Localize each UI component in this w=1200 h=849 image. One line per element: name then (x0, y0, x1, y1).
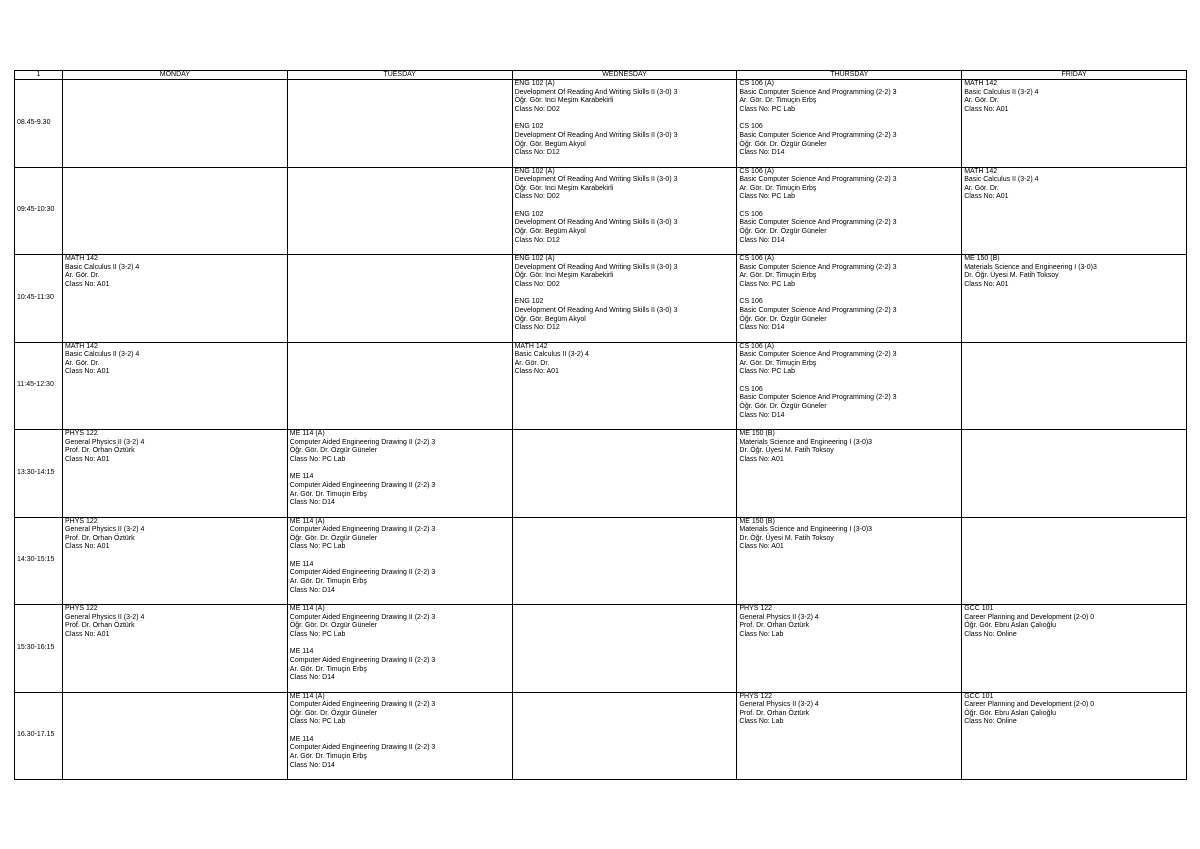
schedule-cell-monday (63, 255, 288, 343)
course-entry (739, 518, 959, 552)
time-slot-row (15, 430, 1187, 518)
instructor: Öğr. Gör. Ebru Aslan Çalıoğlu (964, 709, 1057, 717)
course-entry (515, 343, 735, 377)
class-room: Class No: A01 (964, 280, 1009, 288)
course-title: Basic Calculus II (3-2) 4 (964, 88, 1039, 96)
schedule-cell-thursday (737, 255, 962, 343)
instructor: Öğr. Gör. Begüm Akyol (514, 315, 586, 323)
schedule-cell-wednesday (512, 167, 737, 255)
course-code: ME 114 (289, 648, 314, 656)
instructor: Dr. Öğr. Üyesi M. Fatih Toksoy (964, 272, 1059, 280)
course-title: Development Of Reading And Writing Skills II (3-0) 3 (514, 176, 678, 184)
class-room: Class No: Lab (739, 718, 784, 726)
instructor: Prof. Dr. Orhan Öztürk (739, 709, 810, 717)
course-title: Basic Calculus II (3-2) 4 (964, 176, 1039, 184)
course-entry (739, 255, 959, 289)
schedule-cell-thursday (737, 605, 962, 693)
schedule-cell-thursday (737, 167, 962, 255)
course-entry (515, 123, 735, 157)
instructor: Prof. Dr. Orhan Öztürk (65, 447, 135, 455)
course-code: GCC 101 (964, 692, 994, 700)
schedule-cell-monday (63, 605, 288, 693)
course-entry (964, 605, 1184, 639)
instructor: Ar. Gör. Dr. (65, 272, 100, 280)
course-title: Development Of Reading And Writing Skills II (3-0) 3 (514, 131, 678, 139)
course-title: Materials Science and Engineering I (3-0)3 (739, 526, 873, 534)
course-entry (739, 123, 959, 157)
instructor: Öğr. Gör. Dr. Özgür Güneler (739, 403, 827, 411)
course-code: ENG 102 (514, 123, 544, 131)
course-entry (739, 211, 959, 245)
course-code: ENG 102 (514, 298, 544, 306)
day-header-wednesday: WEDNESDAY (512, 71, 737, 80)
class-room: Class No: PC Lab (739, 105, 796, 113)
course-title: Basic Computer Science And Programming (2-2) 3 (739, 88, 897, 96)
class-room: Class No: Lab (739, 630, 784, 638)
instructor: Ar. Gör. Dr. Timuçin Erbş (289, 753, 367, 761)
course-title: Development Of Reading And Writing Skills II (3-0) 3 (514, 306, 678, 314)
schedule-cell-tuesday (287, 430, 512, 518)
course-code: ME 114 (289, 735, 314, 743)
course-title: Career Planning and Development (2-0) 0 (964, 701, 1095, 709)
schedule-cell-monday (63, 342, 288, 430)
instructor: Öğr. Gör. Ebru Aslan Çalıoğlu (964, 622, 1057, 630)
instructor: Ar. Gör. Dr. Timuçin Erbş (739, 359, 817, 367)
class-room: Class No: A01 (65, 280, 110, 288)
course-code: ENG 102 (A) (514, 167, 555, 175)
time-slot-label: 11:45-12:30 (15, 342, 63, 430)
instructor: Prof. Dr. Orhan Öztürk (739, 622, 810, 630)
course-title: General Physics II (3-2) 4 (65, 526, 145, 534)
time-slot-label: 15:30-16:15 (15, 605, 63, 693)
class-room: Class No: D02 (514, 193, 560, 201)
time-slot-row (15, 255, 1187, 343)
time-slot-label: 14:30-15:15 (15, 517, 63, 605)
instructor: Öğr. Gör. İnci Meşim Karabekirli (514, 272, 614, 280)
course-entry (290, 430, 510, 464)
time-slot-row (15, 605, 1187, 693)
class-room: Class No: PC Lab (289, 543, 346, 551)
course-title: Basic Calculus II (3-2) 4 (65, 263, 140, 271)
course-title: Basic Computer Science And Programming (2-2) 3 (739, 351, 897, 359)
class-room: Class No: D14 (289, 499, 335, 507)
instructor: Ar. Gör. Dr. Timuçin Erbş (289, 665, 367, 673)
schedule-cell-friday (962, 517, 1187, 605)
weekly-schedule-table (14, 70, 1187, 780)
course-code: CS 106 (739, 123, 763, 131)
schedule-cell-monday (63, 80, 288, 168)
schedule-cell-friday (962, 255, 1187, 343)
schedule-cell-friday (962, 342, 1187, 430)
course-code: PHYS 122 (739, 692, 773, 700)
schedule-cell-monday (63, 517, 288, 605)
schedule-cell-monday (63, 167, 288, 255)
course-code: ME 150 (B) (964, 255, 1000, 262)
instructor: Öğr. Gör. Dr. Özgür Güneler (289, 534, 377, 542)
schedule-cell-friday (962, 430, 1187, 518)
course-entry (290, 518, 510, 552)
class-room: Class No: D02 (514, 280, 560, 288)
course-entry (515, 80, 735, 114)
class-room: Class No: PC Lab (739, 280, 796, 288)
day-header-thursday: THURSDAY (737, 71, 962, 80)
course-title: Development Of Reading And Writing Skills II (3-0) 3 (514, 263, 678, 271)
instructor: Ar. Gör. Dr. (514, 359, 550, 367)
class-room: Class No: A01 (964, 193, 1009, 201)
course-code: ME 150 (B) (739, 517, 775, 525)
course-entry (515, 211, 735, 245)
instructor: Ar. Gör. Dr. Timuçin Erbş (739, 272, 817, 280)
course-code: ENG 102 (A) (514, 80, 555, 87)
course-entry (65, 518, 285, 552)
course-title: General Physics II (3-2) 4 (739, 701, 819, 709)
course-entry (515, 255, 735, 289)
course-entry (964, 255, 1184, 289)
course-title: Basic Computer Science And Programming (2-2) 3 (739, 176, 897, 184)
class-room: Class No: D12 (514, 149, 560, 157)
course-code: PHYS 122 (65, 430, 98, 437)
class-room: Class No: D14 (739, 149, 785, 157)
course-entry (739, 80, 959, 114)
day-header-friday: FRIDAY (962, 71, 1187, 80)
instructor: Ar. Gör. Dr. Timuçin Erbş (739, 184, 817, 192)
course-code: GCC 101 (964, 605, 994, 612)
course-title: Computer Aided Engineering Drawing II (2-2) 3 (289, 656, 436, 664)
course-title: General Physics II (3-2) 4 (65, 438, 145, 446)
instructor: Ar. Gör. Dr. Timuçin Erbş (289, 578, 367, 586)
instructor: Dr. Öğr. Üyesi M. Fatih Toksoy (739, 534, 834, 542)
time-slot-label: 13:30-14:15 (15, 430, 63, 518)
schedule-cell-friday (962, 605, 1187, 693)
header-corner: 1 (15, 71, 63, 80)
course-code: CS 106 (739, 210, 763, 218)
class-room: Class No: PC Lab (289, 455, 346, 463)
course-title: Computer Aided Engineering Drawing II (2-2) 3 (289, 481, 436, 489)
course-entry (65, 343, 285, 377)
course-code: MATH 142 (65, 342, 98, 350)
course-entry (964, 168, 1184, 202)
course-code: ENG 102 (A) (514, 255, 555, 262)
course-code: PHYS 122 (65, 605, 98, 612)
course-entry (739, 605, 959, 639)
course-title: Basic Computer Science And Programming (2-2) 3 (739, 263, 897, 271)
day-header-tuesday: TUESDAY (287, 71, 512, 80)
schedule-cell-friday (962, 692, 1187, 780)
course-code: ME 114 (A) (289, 430, 325, 437)
course-title: Basic Computer Science And Programming (2-2) 3 (739, 306, 897, 314)
class-room: Class No: PC Lab (289, 630, 346, 638)
class-room: Class No: D14 (739, 236, 785, 244)
course-title: Computer Aided Engineering Drawing II (2-2) 3 (289, 701, 436, 709)
schedule-cell-tuesday (287, 342, 512, 430)
class-room: Class No: D12 (514, 236, 560, 244)
class-room: Class No: D14 (289, 674, 335, 682)
class-room: Class No: A01 (739, 543, 784, 551)
class-room: Class No: PC Lab (289, 718, 346, 726)
course-code: ME 150 (B) (739, 430, 775, 437)
instructor: Ar. Gör. Dr. (964, 184, 999, 192)
course-title: Development Of Reading And Writing Skills II (3-0) 3 (514, 88, 678, 96)
course-entry (964, 693, 1184, 727)
course-code: CS 106 (A) (739, 80, 775, 87)
schedule-body (15, 80, 1187, 780)
class-room: Class No: D12 (514, 324, 560, 332)
course-entry (739, 386, 959, 420)
schedule-cell-monday (63, 692, 288, 780)
class-room: Class No: PC Lab (739, 368, 796, 376)
course-code: ME 114 (289, 560, 314, 568)
course-entry (739, 430, 959, 464)
schedule-cell-wednesday (512, 255, 737, 343)
course-entry (515, 298, 735, 332)
instructor: Dr. Öğr. Üyesi M. Fatih Toksoy (739, 447, 834, 455)
instructor: Ar. Gör. Dr. Timuçin Erbş (289, 490, 367, 498)
schedule-cell-tuesday (287, 605, 512, 693)
class-room: Class No: A01 (65, 368, 110, 376)
class-room: Class No: D02 (514, 105, 560, 113)
instructor: Öğr. Gör. Dr. Özgür Güneler (289, 622, 377, 630)
day-header-monday: MONDAY (63, 71, 288, 80)
schedule-cell-wednesday (512, 430, 737, 518)
time-slot-row (15, 692, 1187, 780)
course-code: ME 114 (289, 473, 314, 481)
schedule-cell-tuesday (287, 255, 512, 343)
course-code: PHYS 122 (739, 605, 773, 612)
class-room: Class No: D14 (289, 586, 335, 594)
schedule-cell-monday (63, 430, 288, 518)
time-slot-label: 10:45-11:30 (15, 255, 63, 343)
course-entry (739, 298, 959, 332)
instructor: Öğr. Gör. İnci Meşim Karabekirli (514, 97, 614, 105)
schedule-cell-tuesday (287, 692, 512, 780)
instructor: Öğr. Gör. İnci Meşim Karabekirli (514, 184, 614, 192)
course-entry (739, 343, 959, 377)
course-entry (964, 80, 1184, 114)
course-title: Basic Computer Science And Programming (2-2) 3 (739, 394, 897, 402)
time-slot-label: 09:45-10:30 (15, 167, 63, 255)
course-code: CS 106 (739, 385, 763, 393)
class-room: Class No: A01 (65, 455, 110, 463)
time-slot-row (15, 167, 1187, 255)
course-entry (290, 736, 510, 770)
time-slot-row (15, 80, 1187, 168)
course-entry (290, 693, 510, 727)
schedule-cell-tuesday (287, 80, 512, 168)
course-title: Computer Aided Engineering Drawing II (2-2) 3 (289, 744, 436, 752)
schedule-cell-wednesday (512, 605, 737, 693)
course-entry (739, 693, 959, 727)
schedule-cell-tuesday (287, 167, 512, 255)
schedule-cell-friday (962, 167, 1187, 255)
instructor: Öğr. Gör. Dr. Özgür Güneler (739, 315, 827, 323)
course-code: ME 114 (A) (289, 692, 325, 700)
course-code: CS 106 (739, 298, 763, 306)
course-code: CS 106 (A) (739, 342, 775, 350)
course-entry (65, 255, 285, 289)
class-room: Class No: A01 (964, 105, 1009, 113)
class-room: Class No: Online (964, 718, 1017, 726)
schedule-cell-wednesday (512, 80, 737, 168)
instructor: Ar. Gör. Dr. (65, 359, 100, 367)
header-row (15, 71, 1187, 80)
course-title: Computer Aided Engineering Drawing II (2-2) 3 (289, 569, 436, 577)
course-title: Materials Science and Engineering I (3-0)3 (739, 438, 873, 446)
schedule-cell-tuesday (287, 517, 512, 605)
instructor: Öğr. Gör. Dr. Özgür Güneler (289, 447, 377, 455)
schedule-cell-friday (962, 80, 1187, 168)
class-room: Class No: A01 (739, 455, 784, 463)
schedule-cell-wednesday (512, 342, 737, 430)
course-title: Computer Aided Engineering Drawing II (2-2) 3 (289, 438, 436, 446)
course-code: MATH 142 (964, 80, 998, 87)
course-code: CS 106 (A) (739, 167, 775, 175)
course-code: PHYS 122 (65, 517, 98, 525)
course-title: Computer Aided Engineering Drawing II (2-2) 3 (289, 613, 436, 621)
course-title: Basic Calculus II (3-2) 4 (514, 351, 589, 359)
course-title: Basic Computer Science And Programming (2-2) 3 (739, 219, 897, 227)
course-title: Materials Science and Engineering I (3-0)3 (964, 263, 1097, 271)
schedule-cell-thursday (737, 342, 962, 430)
instructor: Öğr. Gör. Begüm Akyol (514, 140, 586, 148)
course-code: MATH 142 (964, 167, 998, 175)
course-entry (515, 168, 735, 202)
course-entry (290, 473, 510, 507)
schedule-cell-thursday (737, 80, 962, 168)
schedule-cell-thursday (737, 517, 962, 605)
instructor: Ar. Gör. Dr. Timuçin Erbş (739, 97, 817, 105)
course-code: ME 114 (A) (289, 605, 325, 612)
schedule-cell-wednesday (512, 692, 737, 780)
course-code: MATH 142 (514, 342, 548, 350)
time-slot-row (15, 517, 1187, 605)
instructor: Ar. Gör. Dr. (964, 97, 999, 105)
class-room: Class No: D14 (739, 411, 785, 419)
course-code: CS 106 (A) (739, 255, 775, 262)
course-title: Computer Aided Engineering Drawing II (2-2) 3 (289, 526, 436, 534)
schedule-cell-thursday (737, 692, 962, 780)
course-entry (739, 168, 959, 202)
course-entry (290, 605, 510, 639)
course-code: MATH 142 (65, 255, 98, 262)
class-room: Class No: A01 (65, 543, 110, 551)
class-room: Class No: A01 (514, 368, 559, 376)
instructor: Öğr. Gör. Begüm Akyol (514, 228, 586, 236)
instructor: Öğr. Gör. Dr. Özgür Güneler (289, 709, 377, 717)
course-entry (290, 648, 510, 682)
course-title: General Physics II (3-2) 4 (739, 613, 819, 621)
class-room: Class No: A01 (65, 630, 110, 638)
class-room: Class No: Online (964, 630, 1017, 638)
instructor: Prof. Dr. Orhan Öztürk (65, 534, 135, 542)
course-code: ENG 102 (514, 210, 544, 218)
time-slot-label: 08.45-9.30 (15, 80, 63, 168)
course-entry (65, 430, 285, 464)
time-slot-label: 16.30-17.15 (15, 692, 63, 780)
course-entry (290, 561, 510, 595)
course-title: General Physics II (3-2) 4 (65, 613, 145, 621)
instructor: Öğr. Gör. Dr. Özgür Güneler (739, 140, 827, 148)
class-room: Class No: D14 (739, 324, 785, 332)
instructor: Prof. Dr. Orhan Öztürk (65, 622, 135, 630)
course-entry (65, 605, 285, 639)
course-title: Basic Computer Science And Programming (2-2) 3 (739, 131, 897, 139)
instructor: Öğr. Gör. Dr. Özgür Güneler (739, 228, 827, 236)
class-room: Class No: PC Lab (739, 193, 796, 201)
schedule-cell-wednesday (512, 517, 737, 605)
course-title: Development Of Reading And Writing Skills II (3-0) 3 (514, 219, 678, 227)
course-code: ME 114 (A) (289, 517, 325, 525)
time-slot-row (15, 342, 1187, 430)
class-room: Class No: D14 (289, 761, 335, 769)
course-title: Career Planning and Development (2-0) 0 (964, 613, 1095, 621)
schedule-cell-thursday (737, 430, 962, 518)
course-title: Basic Calculus II (3-2) 4 (65, 351, 140, 359)
